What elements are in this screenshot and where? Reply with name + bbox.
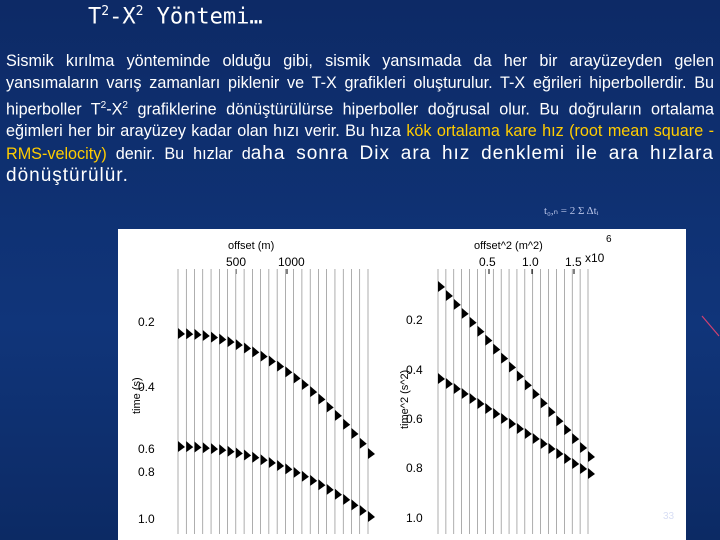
title-sup-1: 2 bbox=[101, 4, 110, 19]
reflection-wavelet bbox=[501, 413, 508, 424]
reflection-wavelet bbox=[318, 394, 325, 405]
reflection-wavelet bbox=[509, 418, 516, 429]
reflection-wavelet bbox=[454, 299, 461, 310]
reflection-wavelet bbox=[438, 281, 445, 292]
reflection-wavelet bbox=[294, 372, 301, 383]
left-traces bbox=[178, 269, 375, 534]
right-tick-y-1: 0.2 bbox=[406, 313, 423, 327]
reflection-wavelet bbox=[302, 379, 309, 390]
reflection-wavelet bbox=[588, 451, 595, 462]
reflection-wavelet bbox=[310, 475, 317, 486]
title-sup-2: 2 bbox=[135, 4, 144, 19]
reflection-wavelet bbox=[462, 388, 469, 399]
reflection-wavelet bbox=[470, 393, 477, 404]
left-tick-y-5: 1.0 bbox=[138, 512, 155, 526]
reflection-wavelet bbox=[525, 379, 532, 390]
reflection-wavelet bbox=[327, 484, 334, 495]
reflection-wavelet bbox=[285, 463, 292, 474]
paragraph-part-1: Sismik kırılma yönteminde olduğu gibi, sismik yansımada da her bir arayüzeyden gelen yansımaların varış zamanları piklenir ve T-X grafikleri oluşturulur. T-X eğrileri hiperbollerdir. Bu hiperboller T bbox=[6, 52, 714, 118]
reflection-wavelet bbox=[327, 401, 334, 412]
left-tick-x-1: 500 bbox=[226, 255, 247, 269]
title-rest: Yöntemi… bbox=[143, 4, 263, 30]
paragraph-sup-1: 2 bbox=[100, 99, 107, 111]
reflection-wavelet bbox=[335, 489, 342, 500]
reflection-wavelet bbox=[343, 494, 350, 505]
right-axis-left-label: time^2 (s^2) bbox=[399, 369, 411, 429]
right-tick-x-1: 0.5 bbox=[479, 255, 496, 269]
reflection-wavelet bbox=[368, 448, 375, 459]
reflection-wavelet bbox=[572, 458, 579, 469]
title-t: T bbox=[88, 4, 102, 30]
right-multiplier: x10 bbox=[585, 251, 605, 265]
reflection-wavelet bbox=[477, 326, 484, 337]
right-multiplier-exp: 6 bbox=[606, 234, 612, 245]
reflection-wavelet bbox=[252, 452, 259, 463]
paragraph-mid: -X bbox=[106, 99, 123, 118]
left-tick-y-1: 0.2 bbox=[138, 315, 155, 329]
reflection-wavelet bbox=[541, 397, 548, 408]
reflection-wavelet bbox=[236, 339, 243, 350]
paragraph-sup-2: 2 bbox=[122, 99, 128, 111]
reflection-wavelet bbox=[549, 443, 556, 454]
reflection-wavelet bbox=[533, 433, 540, 444]
reflection-wavelet bbox=[477, 398, 484, 409]
reflection-wavelet bbox=[493, 344, 500, 355]
reflection-wavelet bbox=[310, 386, 317, 397]
reflection-wavelet bbox=[244, 343, 251, 354]
reflection-wavelet bbox=[462, 308, 469, 319]
reflection-wavelet bbox=[588, 468, 595, 479]
paragraph-part-4: aha sonra Dix ara hız denklemi ile ara hızlara dönüştürülür. bbox=[6, 142, 714, 186]
reflection-wavelet bbox=[261, 454, 268, 465]
reflection-wavelet bbox=[228, 446, 235, 457]
left-tick-x-2: 1000 bbox=[278, 255, 305, 269]
right-tick-x-2: 1.0 bbox=[522, 255, 539, 269]
reflection-wavelet bbox=[211, 332, 218, 343]
reflection-wavelet bbox=[203, 442, 210, 453]
reflection-wavelet bbox=[302, 471, 309, 482]
reflection-wavelet bbox=[244, 449, 251, 460]
reflection-wavelet bbox=[195, 442, 202, 453]
reflection-wavelet bbox=[533, 388, 540, 399]
reflection-wavelet bbox=[351, 499, 358, 510]
reflection-wavelet bbox=[219, 444, 226, 455]
reflection-wavelet bbox=[470, 317, 477, 328]
reflection-wavelet bbox=[556, 415, 563, 426]
reflection-wavelet bbox=[485, 335, 492, 346]
left-tick-y-2: 0.4 bbox=[138, 380, 155, 394]
reflection-wavelet bbox=[541, 438, 548, 449]
reflection-wavelet bbox=[261, 351, 268, 362]
reflection-wavelet bbox=[277, 361, 284, 372]
reflection-wavelet bbox=[564, 453, 571, 464]
slide-number: 33 bbox=[663, 511, 675, 522]
highlighted-term: kök ortalama kare hız (root mean square -RMS-velocity) bbox=[6, 122, 714, 163]
left-axis-left-label: time (s) bbox=[131, 377, 143, 414]
reflection-wavelet bbox=[285, 366, 292, 377]
right-traces bbox=[438, 269, 595, 534]
right-panel bbox=[399, 234, 612, 534]
right-tick-y-5: 1.0 bbox=[406, 511, 423, 525]
reflection-wavelet bbox=[351, 428, 358, 439]
reflection-wavelet bbox=[186, 441, 193, 452]
left-panel bbox=[131, 240, 375, 534]
right-tick-x-3: 1.5 bbox=[565, 255, 582, 269]
right-tick-y-3: 0.6 bbox=[406, 412, 423, 426]
reflection-wavelet bbox=[549, 406, 556, 417]
paragraph-part-2: grafiklerine dönüştürülürse hiperboller doğrusal olur. Bu doğruların ortalama eğimleri her bir arayüzey kadar olan hızı verir. Bu hıza bbox=[6, 99, 715, 141]
reflection-wavelet bbox=[360, 505, 367, 516]
reflection-wavelet bbox=[203, 330, 210, 341]
reflection-wavelet bbox=[269, 457, 276, 468]
reflection-wavelet bbox=[501, 353, 508, 364]
reflection-wavelet bbox=[493, 408, 500, 419]
reflection-wavelet bbox=[228, 336, 235, 347]
right-tick-y-4: 0.8 bbox=[406, 461, 423, 475]
right-axis-top-label: offset^2 (m^2) bbox=[474, 240, 543, 252]
reflection-wavelet bbox=[446, 378, 453, 389]
reflection-wavelet bbox=[572, 433, 579, 444]
body-paragraph bbox=[6, 50, 714, 187]
dix-formula: t₀,ₙ = 2 Σ Δtᵢ bbox=[544, 205, 599, 217]
reflection-wavelet bbox=[269, 355, 276, 366]
reflection-wavelet bbox=[277, 460, 284, 471]
reflection-wavelet bbox=[564, 424, 571, 435]
reflection-wavelet bbox=[368, 511, 375, 522]
reflection-wavelet bbox=[252, 346, 259, 357]
reflection-wavelet bbox=[580, 463, 587, 474]
reflection-wavelet bbox=[446, 290, 453, 301]
left-axis-top-label: offset (m) bbox=[228, 240, 275, 252]
reflection-wavelet bbox=[186, 328, 193, 339]
reflection-wavelet bbox=[211, 443, 218, 454]
reflection-wavelet bbox=[236, 447, 243, 458]
reflection-wavelet bbox=[517, 370, 524, 381]
reflection-wavelet bbox=[580, 442, 587, 453]
left-tick-y-3: 0.6 bbox=[138, 442, 155, 456]
reflection-wavelet bbox=[517, 423, 524, 434]
reflection-wavelet bbox=[178, 441, 185, 452]
reflection-wavelet bbox=[195, 329, 202, 340]
reflection-wavelet bbox=[360, 438, 367, 449]
reflection-wavelet bbox=[454, 383, 461, 394]
reflection-wavelet bbox=[509, 362, 516, 373]
seismic-figure-svg bbox=[118, 229, 686, 540]
decorative-line bbox=[700, 314, 720, 338]
reflection-wavelet bbox=[438, 373, 445, 384]
reflection-wavelet bbox=[343, 419, 350, 430]
reflection-wavelet bbox=[178, 328, 185, 339]
reflection-wavelet bbox=[219, 334, 226, 345]
left-tick-y-4: 0.8 bbox=[138, 465, 155, 479]
reflection-wavelet bbox=[318, 479, 325, 490]
reflection-wavelet bbox=[556, 448, 563, 459]
slide-title bbox=[88, 4, 263, 29]
reflection-wavelet bbox=[485, 403, 492, 414]
reflection-wavelet bbox=[525, 428, 532, 439]
right-tick-y-2: 0.4 bbox=[406, 363, 423, 377]
reflection-wavelet bbox=[294, 467, 301, 478]
paragraph-part-3: denir. Bu hızlar d bbox=[106, 144, 251, 163]
reflection-wavelet bbox=[335, 410, 342, 421]
seismic-figure bbox=[118, 229, 686, 540]
title-x: -X bbox=[109, 4, 136, 30]
